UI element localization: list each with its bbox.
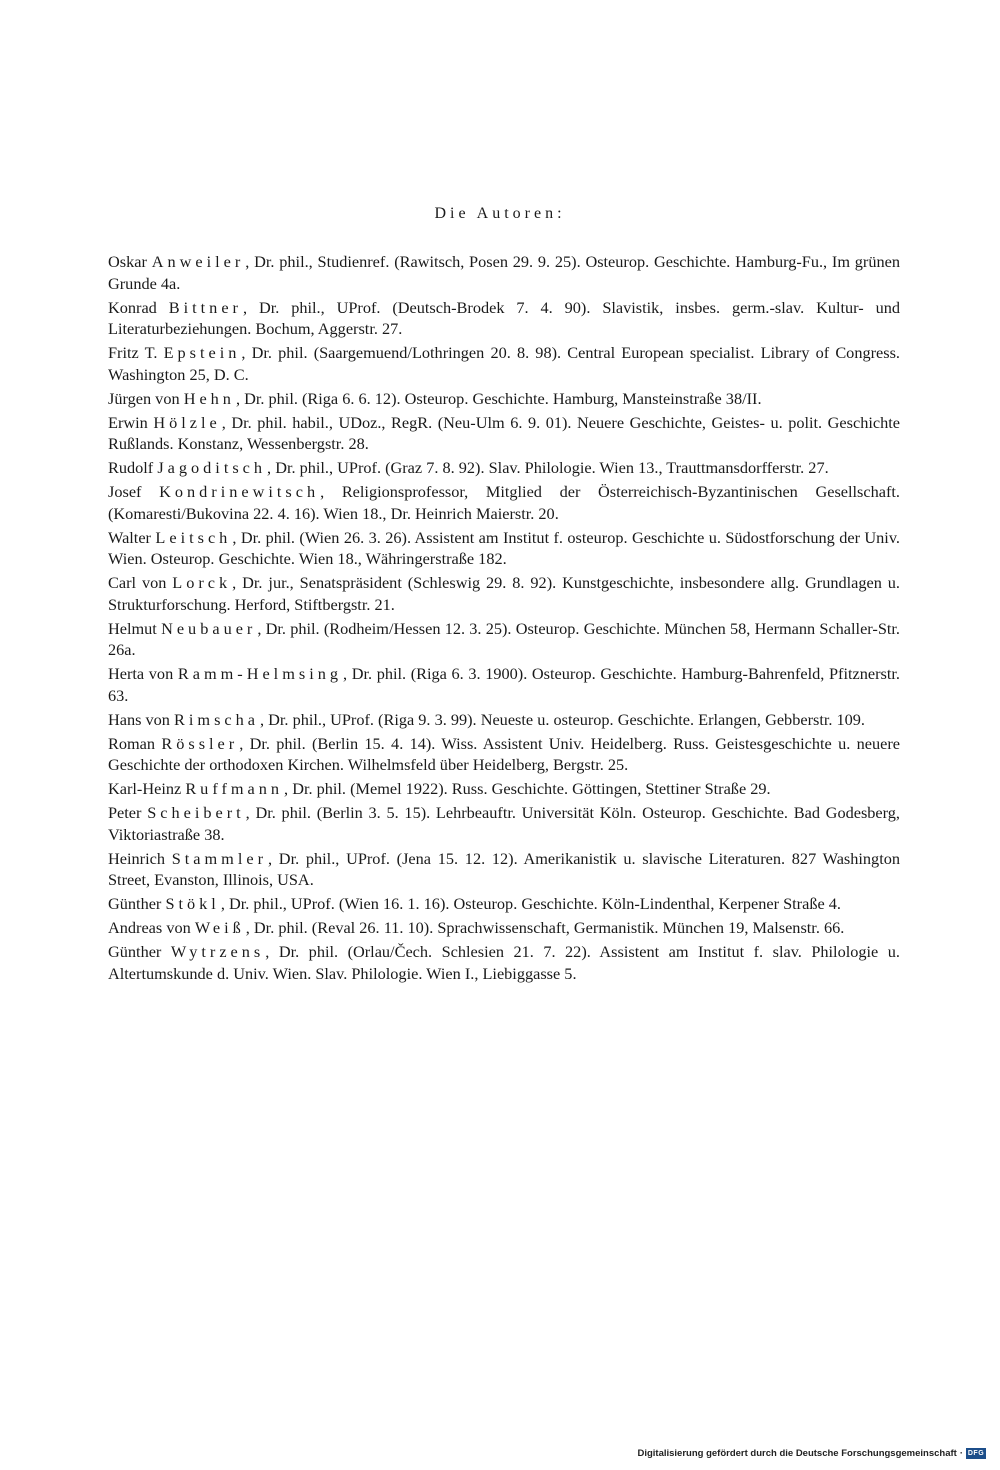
author-entry [108, 848, 900, 891]
author-details: , Dr. phil. (Rodheim/Hessen 12. 3. 25). Osteurop. Geschichte. München 58, Hermann Schaller-Str. 26a. [108, 618, 900, 659]
author-details: , Dr. phil., UProf. (Jena 15. 12. 12). Amerikanistik u. slavische Literaturen. 827 Washington Street, Evanston, Illinois, USA. [108, 848, 901, 889]
author-surname: Ramm-Helmsing [177, 664, 343, 683]
author-entry [108, 251, 900, 294]
author-details: , Dr. phil. (Riga 6. 6. 12). Osteurop. Geschichte. Hamburg, Mansteinstraße 38/II. [235, 388, 762, 408]
author-surname: Stökl [165, 894, 220, 913]
author-first-name: Carl von [108, 573, 167, 592]
author-surname: Epstein [163, 343, 241, 362]
footer-text: Digitalisierung gefördert durch die Deutsche Forschungsgemeinschaft [637, 1448, 957, 1459]
author-details: , Dr. phil. (Orlau/Čech. Schlesien 21. 7. 22). Assistent am Institut f. slav. Philologie u. Altertumskunde d. Univ. Wien. Slav. Philologie. Wien I., Liebiggasse 5. [108, 942, 900, 983]
author-details: , Dr. phil. habil., UDoz., RegR. (Neu-Ulm 6. 9. 01). Neuere Geschichte, Geistes- u. polit. Geschichte Rußlands. Konstanz, Wessenbergstr. 28. [108, 412, 900, 453]
author-details: , Dr. phil. (Wien 26. 3. 26). Assistent am Institut f. osteurop. Geschichte u. Südostforschung der Univ. Wien. Osteurop. Geschichte. Wien 18., Währingerstraße 182. [108, 527, 900, 568]
page-title: Die Autoren: [434, 205, 566, 222]
author-surname: Stammler [171, 848, 268, 868]
author-entry [108, 802, 900, 845]
author-entry [108, 778, 900, 800]
author-surname: Anweiler [151, 252, 245, 271]
author-surname: Hehn [183, 388, 235, 408]
footer [637, 1448, 986, 1459]
author-entry [108, 941, 900, 984]
author-surname: Weiß [194, 918, 245, 937]
author-details: , Dr. phil. (Reval 26. 11. 10). Sprachwissenschaft, Germanistik. München 19, Malsenstr. 66. [245, 918, 845, 937]
author-surname: Kondrinewitsch [159, 482, 320, 501]
author-first-name: Erwin [108, 412, 148, 432]
author-surname: Hölzle [153, 412, 221, 432]
author-first-name: Karl-Heinz [108, 779, 182, 798]
author-first-name: Rudolf [108, 458, 154, 477]
author-first-name: Roman [108, 733, 156, 753]
author-details: , Dr. phil. (Berlin 3. 5. 15). Lehrbeauftr. Universität Köln. Osteurop. Geschichte. Bad Godesberg, Viktoriastraße 38. [108, 803, 900, 844]
author-first-name: Konrad [108, 297, 157, 317]
author-entry [108, 572, 900, 615]
author-list [108, 251, 900, 987]
author-details: , Religionsprofessor, Mitglied der Österreichisch-Byzantinischen Gesellschaft. (Komaresti/Bukovina 22. 4. 16). Wien 18., Dr. Heinrich Maierstr. 20. [108, 482, 900, 523]
author-details: , Dr. phil., UProf. (Riga 9. 3. 99). Neueste u. osteurop. Geschichte. Erlangen, Gebberstr. 109. [260, 709, 866, 729]
author-surname: Bittner [168, 297, 242, 317]
author-first-name: Fritz T. [108, 343, 158, 362]
dfg-logo-icon: DFG [967, 1450, 985, 1457]
author-entry [108, 709, 900, 731]
author-surname: Rimscha [174, 709, 260, 729]
author-first-name: Günther [108, 942, 162, 961]
author-first-name: Josef [108, 482, 142, 501]
author-details: , Dr. phil. (Memel 1922). Russ. Geschichte. Göttingen, Stettiner Straße 29. [284, 779, 771, 798]
author-entry [108, 457, 900, 479]
author-first-name: Heinrich [108, 848, 165, 868]
author-details: , Dr. phil. (Berlin 15. 4. 14). Wiss. Assistent Univ. Heidelberg. Russ. Geistesgeschichte u. neuere Geschichte der orthodoxen Kirchen. Wilhelmsfeld über Heidelberg, Bergstr. 25. [108, 733, 901, 774]
author-surname: Rössler [161, 733, 239, 753]
author-entry [108, 893, 900, 915]
author-first-name: Helmut [108, 618, 157, 638]
author-surname: Ruffmann [185, 779, 284, 798]
author-first-name: Andreas von [108, 918, 191, 937]
author-surname: Lorck [172, 573, 232, 592]
author-entry [108, 663, 900, 706]
author-entry [108, 388, 900, 410]
author-details: , Dr. phil., UProf. (Deutsch-Brodek 7. 4. 90). Slavistik, insbes. germ.-slav. Kultur- und Literaturbeziehungen. Bochum, Aggerstr. 27. [108, 297, 901, 338]
author-entry [108, 412, 900, 455]
author-first-name: Walter [108, 527, 151, 547]
author-details: , Dr. phil., Studienref. (Rawitsch, Posen 29. 9. 25). Osteurop. Geschichte. Hamburg-Fu., Im grünen Grunde 4a. [108, 252, 900, 293]
author-first-name: Hans von [108, 709, 170, 729]
author-surname: Jagoditsch [157, 458, 267, 477]
author-entry [108, 481, 900, 524]
author-surname: Leitsch [155, 527, 232, 547]
footer-separator: · [959, 1448, 963, 1459]
author-entry [108, 527, 900, 570]
author-entry [108, 618, 900, 661]
author-details: , Dr. phil., UProf. (Graz 7. 8. 92). Slav. Philologie. Wien 13., Trauttmansdorfferstr. 27. [267, 458, 829, 477]
author-details: , Dr. phil., UProf. (Wien 16. 1. 16). Osteurop. Geschichte. Köln-Lindenthal, Kerpener Straße 4. [220, 894, 841, 913]
author-first-name: Jürgen von [108, 388, 180, 408]
author-first-name: Peter [108, 803, 142, 822]
author-entry [108, 297, 900, 340]
author-entry [108, 733, 900, 776]
author-surname: Wytrzens [170, 942, 265, 961]
author-details: , Dr. jur., Senatspräsident (Schleswig 29. 8. 92). Kunstgeschichte, insbesondere allg. Grundlagen u. Strukturforschung. Herford, Stiftbergstr. 21. [108, 573, 900, 614]
author-entry [108, 917, 900, 939]
author-surname: Scheibert [147, 803, 245, 822]
author-surname: Neubauer [161, 618, 257, 638]
author-first-name: Günther [108, 894, 162, 913]
author-details: , Dr. phil. (Riga 6. 3. 1900). Osteurop. Geschichte. Hamburg-Bahrenfeld, Pfitznerstr. 63. [108, 664, 900, 705]
author-entry [108, 342, 900, 385]
author-details: , Dr. phil. (Saargemuend/Lothringen 20. 8. 98). Central European specialist. Library of Congress. Washington 25, D. C. [108, 343, 900, 384]
author-first-name: Herta von [108, 664, 174, 683]
author-first-name: Oskar [108, 252, 147, 271]
